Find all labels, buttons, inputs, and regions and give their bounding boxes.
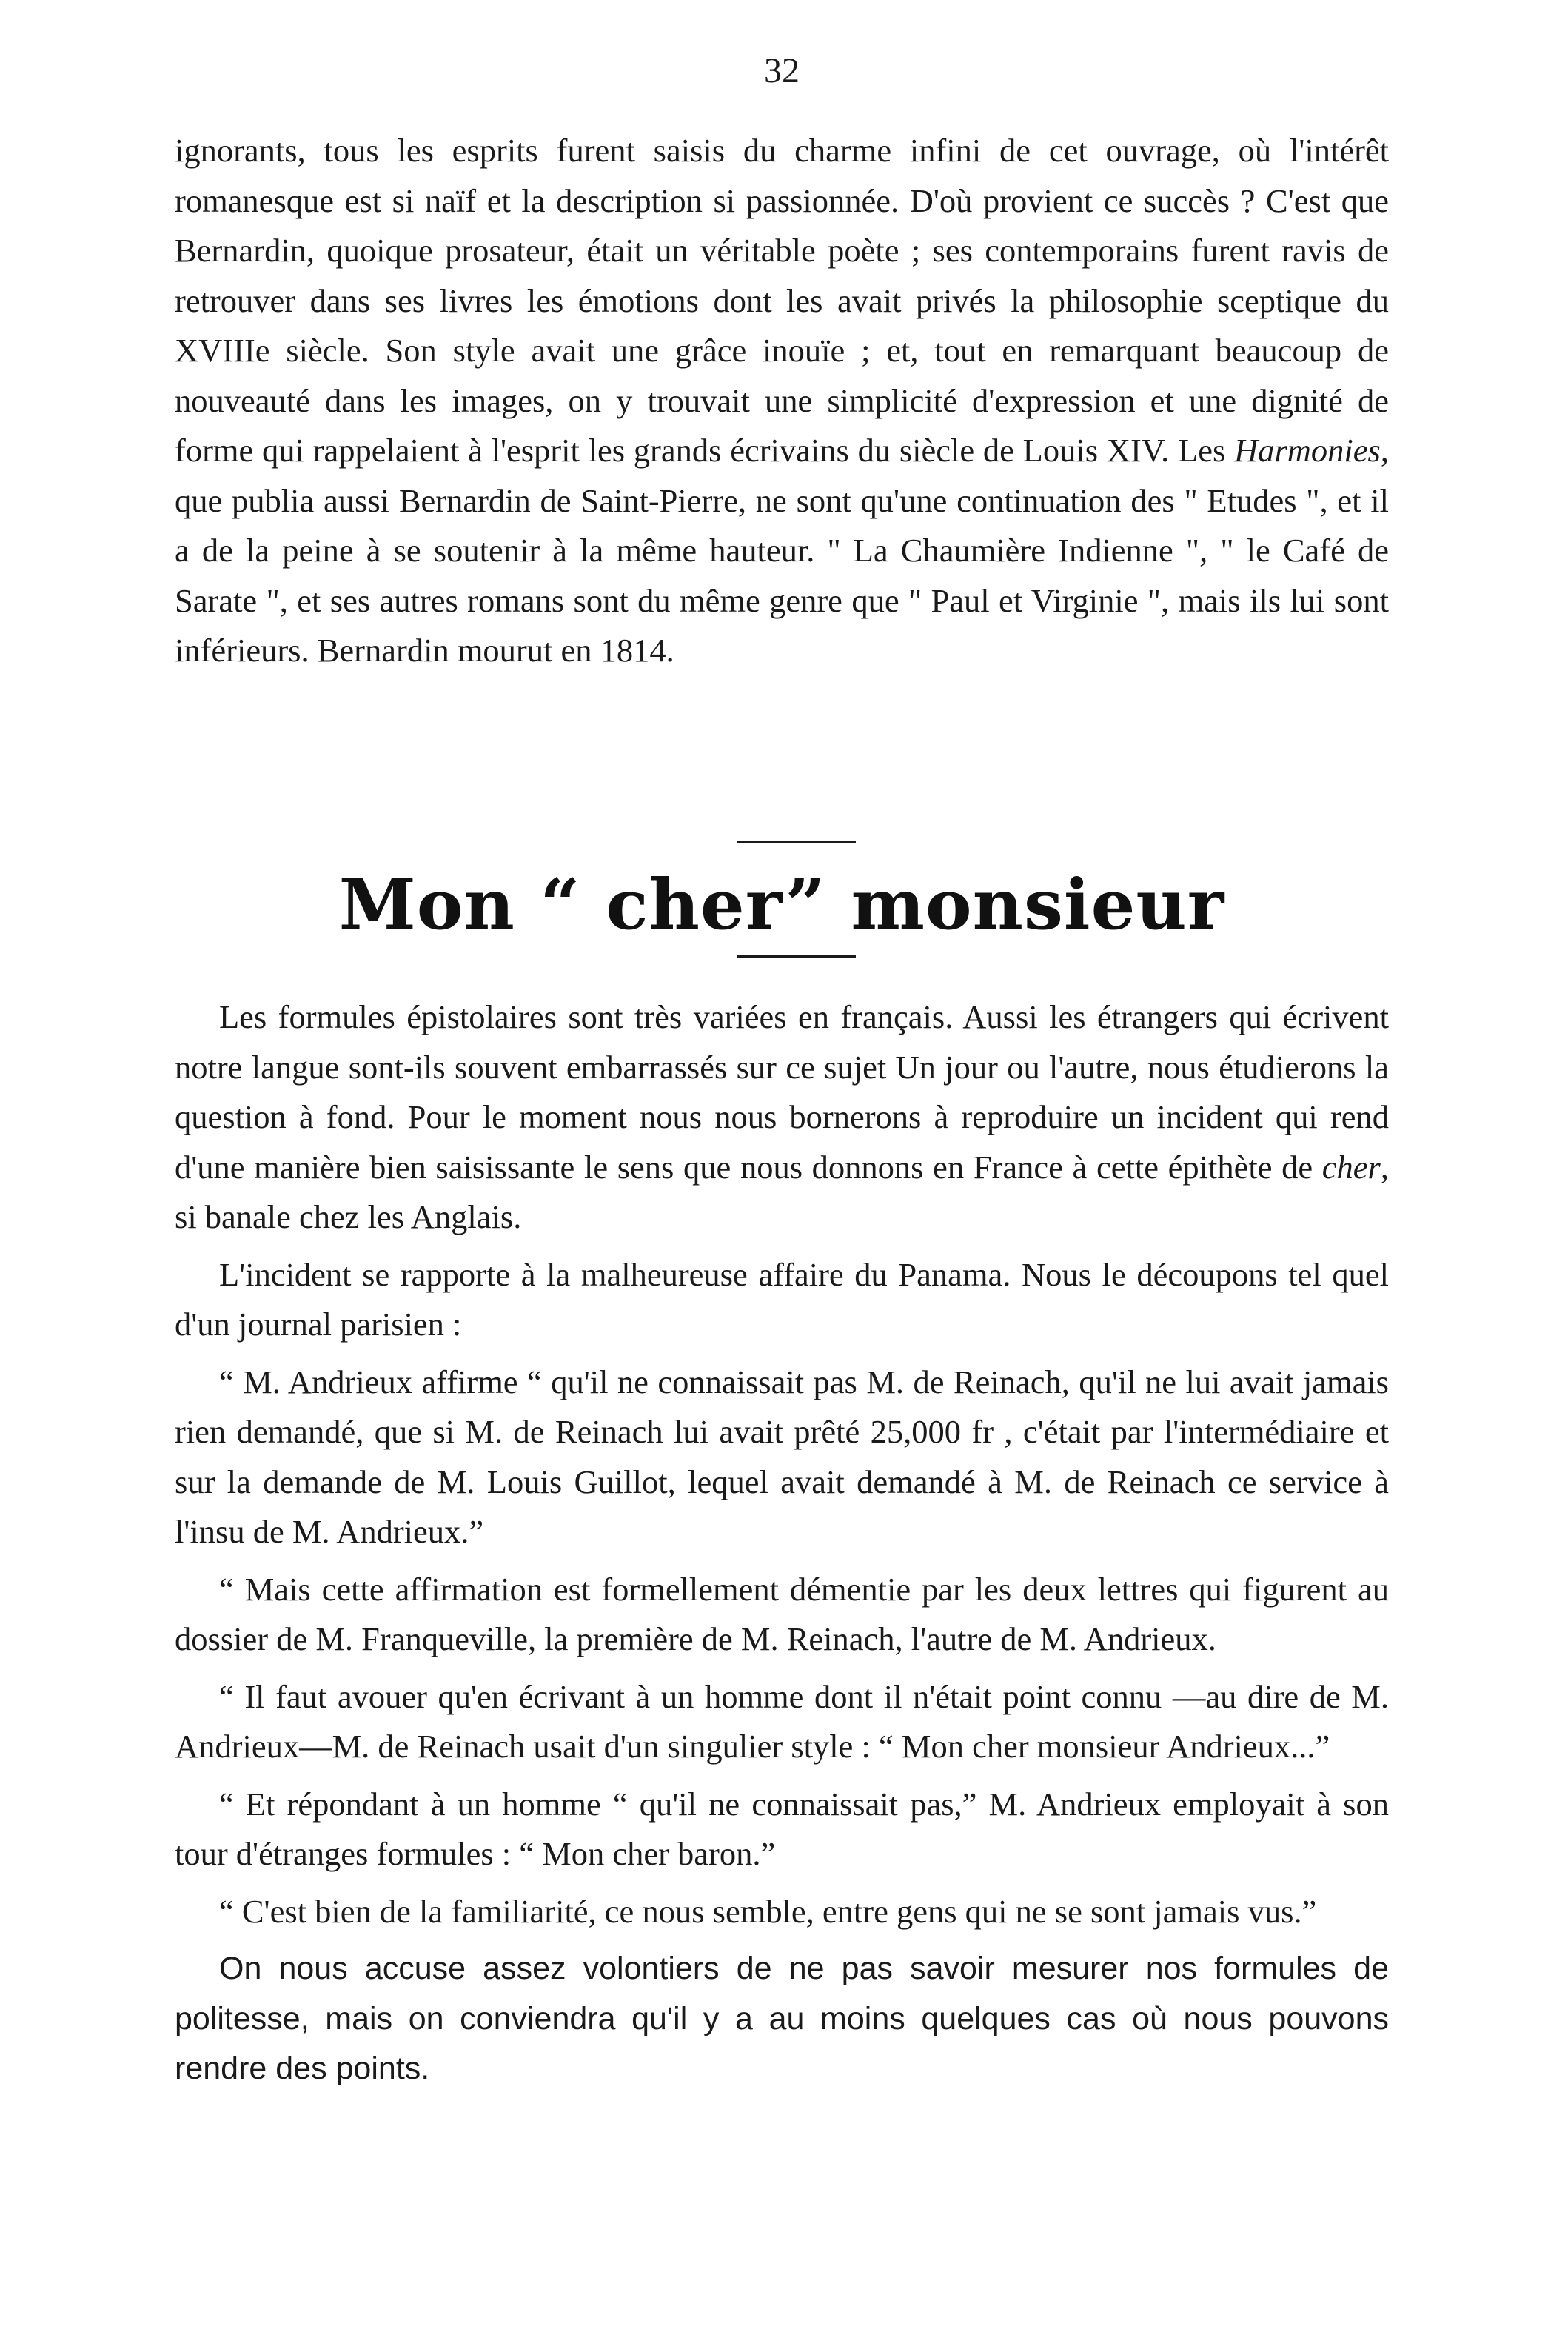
word-cher: cher: [1321, 1148, 1381, 1186]
article-paragraph-intro: [175, 992, 1389, 1243]
previous-paragraph: [175, 126, 1389, 676]
quote-paragraph-4: “ Et répondant à un homme “ qu'il ne connaissait pas,” M. Andrieux employait à son tour d'étranges formules : “ Mon cher baron.”: [175, 1785, 1389, 1872]
previous-paragraph-part-2: , que publia aussi Bernardin de Saint-Pierre, ne sont qu'une continuation des " Etudes ", et il a de la peine à se soutenir à la même hauteur. " La Chaumière Indienne ", " le Café de Sarate ", et ses autres romans sont du même genre que " Paul et Virginie ", mais ils lui sont inférieurs. Bernardin mourut en 1814.: [175, 432, 1389, 669]
section-divider-top: [737, 841, 856, 843]
article-body: [175, 992, 1389, 2094]
quote-paragraph-3: “ Il faut avouer qu'en écrivant à un homme dont il n'était point connu —au dire de M. Andrieux—M. de Reinach usait d'un singulier style : “ Mon cher monsieur Andrieux...”: [175, 1677, 1389, 1765]
article-paragraph-conclusion: On nous accuse assez volontiers de ne pas savoir mesurer nos formules de politesse, mais on conviendra qu'il y a au moins quelques cas où nous pouvons rendre des points.: [175, 1951, 1389, 2086]
page-number: 32: [764, 51, 800, 90]
title-harmonies: Harmonies: [1234, 432, 1381, 469]
intro-part-1: Les formules épistolaires sont très variées en français. Aussi les étrangers qui écrivent notre langue sont-ils souvent embarrassés sur ce sujet Un jour ou l'autre, nous étudierons la question à fond. Pour le moment nous nous bornerons à reproduire un incident qui rend d'une manière bien saisissante le sens que nous donnons en France à cette épithète de: [175, 998, 1389, 1186]
article-paragraph-incident: L'incident se rapporte à la malheureuse affaire du Panama. Nous le découpons tel quel d'un journal parisien :: [175, 1255, 1389, 1343]
quote-paragraph-5: “ C'est bien de la familiarité, ce nous semble, entre gens qui ne se sont jamais vus.”: [219, 1892, 1317, 1930]
section-divider-bottom: [737, 955, 856, 958]
book-page: [175, 0, 1389, 2352]
intro-part-2: , si banale chez les Anglais.: [175, 1148, 1389, 1235]
previous-section-text: [175, 126, 1389, 676]
quote-paragraph-1: “ M. Andrieux affirme “ qu'il ne connaissait pas M. de Reinach, qu'il ne lui avait jamais rien demandé, que si M. de Reinach lui avait prêté 25,000 fr , c'était par l'intermédiaire et sur la demande de M. Louis Guillot, lequel avait demandé à M. de Reinach ce service à l'insu de M. Andrieux.”: [175, 1363, 1389, 1550]
quote-paragraph-2: “ Mais cette affirmation est formellement démentie par les deux lettres qui figurent au dossier de M. Franqueville, la première de M. Reinach, l'autre de M. Andrieux.: [175, 1570, 1389, 1657]
previous-paragraph-part-1: ignorants, tous les esprits furent saisis du charme infini de cet ouvrage, où l'intérêt romanesque est si naïf et la description si passionnée. D'où provient ce succès ? C'est que Bernardin, quoique prosateur, était un véritable poète ; ses contemporains furent ravis de retrouver dans ses livres les émotions dont les avait privés la philosophie sceptique du XVIIIe siècle. Son style avait une grâce inouïe ; et, tout en remarquant beaucoup de nouveauté dans les images, on y trouvait une simplicité d'expression et une dignité de forme qui rappelaient à l'esprit les grands écrivains du siècle de Louis XIV. Les: [175, 132, 1389, 469]
section-title: Mon “ cher” monsieur: [338, 864, 1225, 946]
